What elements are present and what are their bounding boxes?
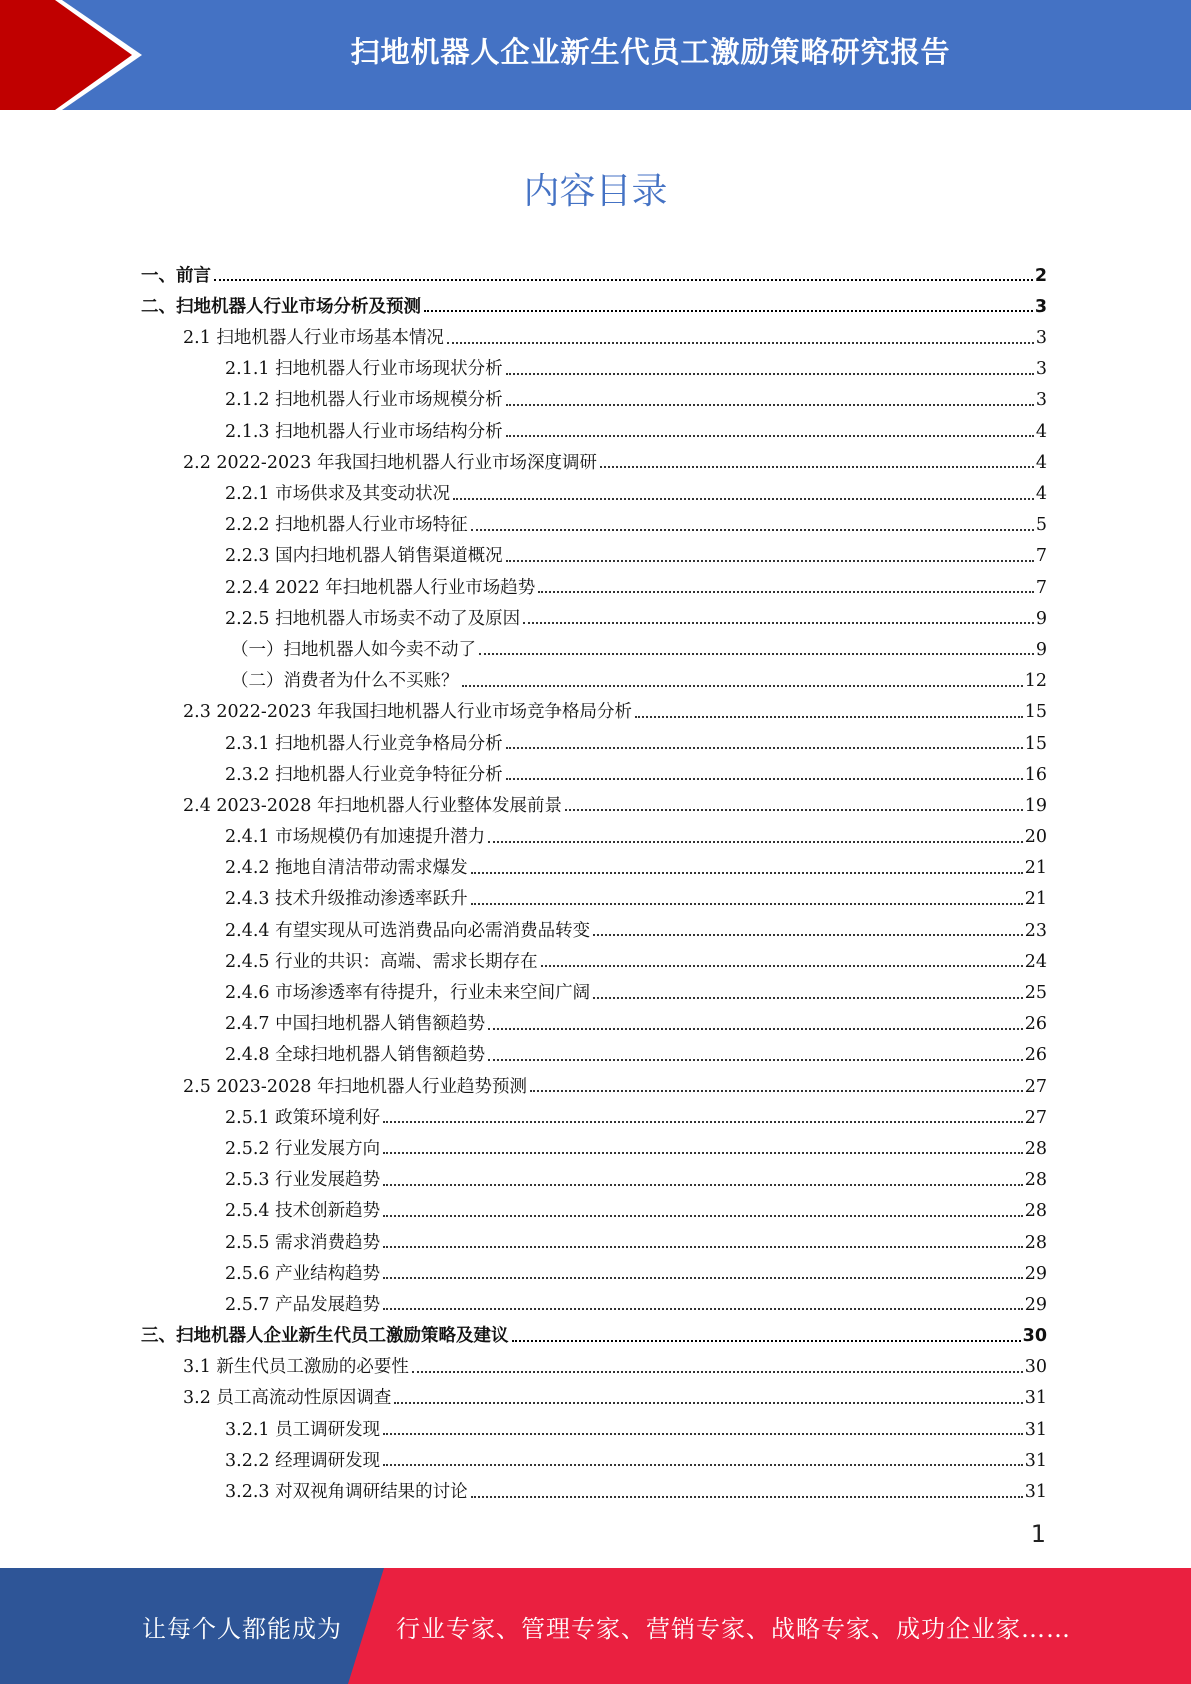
toc-dot-leader bbox=[512, 1340, 1021, 1342]
toc-entry[interactable] bbox=[141, 753, 1047, 784]
toc-entry-page: 30 bbox=[1024, 1357, 1047, 1378]
toc-entry-page: 9 bbox=[1035, 639, 1047, 660]
toc-entry-label: 三、扫地机器人企业新生代员工激励策略及建议 bbox=[141, 1326, 509, 1347]
toc-entry[interactable] bbox=[141, 659, 1047, 690]
toc-entry[interactable] bbox=[141, 1346, 1047, 1377]
toc-entry-label: 3.1 新生代员工激励的必要性 bbox=[183, 1357, 409, 1378]
toc-dot-leader bbox=[506, 435, 1034, 437]
toc-entry-page: 9 bbox=[1035, 608, 1047, 629]
toc-entry-page: 23 bbox=[1024, 920, 1047, 941]
toc-entry[interactable] bbox=[141, 1439, 1047, 1470]
toc-entry-page: 4 bbox=[1035, 484, 1047, 504]
footer-slogan-left: 让每个人都能成为 bbox=[142, 1614, 342, 1643]
toc-dot-leader bbox=[471, 903, 1023, 905]
toc-entry-label: 2.1.1 扫地机器人行业市场现状分析 bbox=[225, 359, 503, 380]
toc-dot-leader bbox=[383, 1184, 1023, 1186]
toc-entry-page: 28 bbox=[1024, 1232, 1047, 1253]
toc-dot-leader bbox=[506, 373, 1034, 375]
toc-entry-label: 2.5 2023-2028 年扫地机器人行业趋势预测 bbox=[183, 1076, 527, 1097]
toc-entry-page: 31 bbox=[1024, 1450, 1047, 1471]
toc-dot-leader bbox=[424, 310, 1033, 312]
toc-entry-page: 29 bbox=[1024, 1294, 1047, 1315]
toc-entry-page: 15 bbox=[1024, 702, 1047, 723]
toc-dot-leader bbox=[471, 872, 1023, 874]
toc-entry-label: 2.2.3 国内扫地机器人销售渠道概况 bbox=[225, 546, 503, 567]
toc-entry-label: 2.4.1 市场规模仍有加速提升潜力 bbox=[225, 827, 486, 848]
toc-entry-label: 2.1 扫地机器人行业市场基本情况 bbox=[183, 328, 444, 349]
toc-entry[interactable] bbox=[141, 1314, 1047, 1345]
toc-entry-label: 2.3.1 扫地机器人行业竞争格局分析 bbox=[225, 733, 503, 754]
toc-entry-page: 7 bbox=[1035, 546, 1047, 567]
toc-entry-page: 27 bbox=[1024, 1107, 1047, 1128]
toc-heading: 内容目录 bbox=[523, 171, 668, 212]
toc-entry[interactable] bbox=[141, 285, 1047, 316]
footer-slogan-right: 行业专家、管理专家、营销专家、战略专家、成功企业家…… bbox=[396, 1614, 1071, 1643]
toc-dot-leader bbox=[383, 1433, 1023, 1435]
toc-dot-leader bbox=[635, 716, 1023, 718]
toc-entry[interactable] bbox=[141, 784, 1047, 815]
toc-dot-leader bbox=[565, 809, 1023, 811]
toc-entry-label: 2.5.5 需求消费趋势 bbox=[225, 1232, 381, 1253]
toc-entry[interactable] bbox=[141, 504, 1047, 535]
toc-entry-label: 2.4 2023-2028 年扫地机器人行业整体发展前景 bbox=[183, 795, 562, 816]
toc-entry[interactable] bbox=[141, 1096, 1047, 1127]
toc-entry[interactable] bbox=[141, 472, 1047, 503]
toc-dot-leader bbox=[506, 404, 1034, 406]
toc-entry[interactable] bbox=[141, 691, 1047, 722]
toc-entry[interactable] bbox=[141, 566, 1047, 597]
toc-entry-label: 3.2.2 经理调研发现 bbox=[225, 1450, 381, 1471]
toc-entry-page: 26 bbox=[1024, 1014, 1047, 1035]
toc-entry[interactable] bbox=[141, 1283, 1047, 1314]
toc-entry-page: 21 bbox=[1024, 858, 1047, 879]
toc-entry-page: 3 bbox=[1035, 359, 1047, 380]
toc-dot-leader bbox=[479, 653, 1034, 655]
toc-entry-label: 3.2.1 员工调研发现 bbox=[225, 1419, 381, 1440]
toc-entry-label: 2.5.4 技术创新趋势 bbox=[225, 1201, 381, 1222]
toc-dot-leader bbox=[593, 934, 1023, 936]
toc-entry-label: 3.2 员工高流动性原因调查 bbox=[183, 1388, 392, 1409]
toc-entry[interactable] bbox=[141, 1158, 1047, 1189]
toc-entry-label: 2.4.8 全球扫地机器人销售额趋势 bbox=[225, 1045, 486, 1066]
toc-dot-leader bbox=[541, 965, 1023, 967]
toc-entry[interactable] bbox=[141, 1470, 1047, 1501]
toc-entry-page: 28 bbox=[1024, 1170, 1047, 1191]
toc-entry[interactable] bbox=[141, 1221, 1047, 1252]
toc-entry-label: 2.4.3 技术升级推动渗透率跃升 bbox=[225, 889, 468, 910]
toc-entry[interactable] bbox=[141, 1252, 1047, 1283]
toc-entry-label: 2.1.3 扫地机器人行业市场结构分析 bbox=[225, 421, 503, 442]
header-band bbox=[0, 0, 1191, 110]
toc-entry[interactable] bbox=[141, 722, 1047, 753]
toc-dot-leader bbox=[471, 529, 1034, 531]
toc-entry-page: 28 bbox=[1024, 1201, 1047, 1222]
toc-entry[interactable] bbox=[141, 1034, 1047, 1065]
toc-entry[interactable] bbox=[141, 410, 1047, 441]
toc-dot-leader bbox=[394, 1402, 1022, 1404]
toc-entry-label: 2.2.1 市场供求及其变动状况 bbox=[225, 484, 451, 504]
toc-entry[interactable] bbox=[141, 1190, 1047, 1221]
report-title: 扫地机器人企业新生代员工激励策略研究报告 bbox=[350, 34, 951, 69]
toc-dot-leader bbox=[471, 1496, 1023, 1498]
toc-entry-label: 二、扫地机器人行业市场分析及预测 bbox=[141, 296, 421, 317]
toc-entry-label: 2.3 2022-2023 年我国扫地机器人行业市场竞争格局分析 bbox=[183, 702, 632, 723]
toc-dot-leader bbox=[506, 747, 1023, 749]
toc-entry-page: 27 bbox=[1024, 1076, 1047, 1097]
toc-entry-page: 29 bbox=[1024, 1263, 1047, 1284]
toc-entry[interactable] bbox=[141, 1377, 1047, 1408]
toc-entry-label: 2.5.2 行业发展方向 bbox=[225, 1138, 381, 1159]
toc-entry-page: 16 bbox=[1024, 764, 1047, 785]
toc-entry[interactable] bbox=[141, 1065, 1047, 1096]
toc-entry[interactable] bbox=[141, 348, 1047, 379]
toc-entry-page: 25 bbox=[1024, 983, 1047, 1003]
toc-entry[interactable] bbox=[141, 971, 1047, 1002]
toc-dot-leader bbox=[488, 1028, 1023, 1030]
toc-entry[interactable] bbox=[141, 628, 1047, 659]
toc-dot-leader bbox=[600, 466, 1034, 468]
page-number: 1 bbox=[1030, 1520, 1046, 1548]
toc-entry-label: 一、前言 bbox=[141, 265, 211, 286]
toc-dot-leader bbox=[383, 1246, 1023, 1248]
toc-list bbox=[141, 254, 1047, 1502]
toc-entry[interactable] bbox=[141, 1003, 1047, 1034]
toc-dot-leader bbox=[447, 342, 1034, 344]
toc-entry-label: 2.5.7 产品发展趋势 bbox=[225, 1294, 381, 1315]
toc-entry-label: 2.1.2 扫地机器人行业市场规模分析 bbox=[225, 390, 503, 411]
toc-entry-label: 2.2.5 扫地机器人市场卖不动了及原因 bbox=[225, 608, 521, 629]
toc-dot-leader bbox=[453, 498, 1034, 500]
toc-entry-page: 20 bbox=[1024, 827, 1047, 848]
toc-entry-page: 3 bbox=[1034, 296, 1047, 317]
toc-entry-label: 2.2.4 2022 年扫地机器人行业市场趋势 bbox=[225, 577, 536, 598]
toc-entry-label: 2.4.2 拖地自清洁带动需求爆发 bbox=[225, 858, 468, 879]
toc-entry[interactable] bbox=[141, 878, 1047, 909]
toc-entry-page: 3 bbox=[1035, 390, 1047, 411]
toc-entry-label: 2.5.1 政策环境利好 bbox=[225, 1107, 381, 1128]
toc-dot-leader bbox=[412, 1371, 1023, 1373]
toc-dot-leader bbox=[593, 997, 1023, 999]
toc-entry-page: 31 bbox=[1024, 1482, 1047, 1502]
toc-entry-page: 4 bbox=[1035, 452, 1047, 473]
toc-dot-leader bbox=[538, 591, 1034, 593]
toc-dot-leader bbox=[523, 622, 1034, 624]
toc-entry-page: 12 bbox=[1024, 671, 1047, 692]
toc-dot-leader bbox=[383, 1152, 1023, 1154]
toc-dot-leader bbox=[383, 1215, 1023, 1217]
toc-entry-page: 28 bbox=[1024, 1138, 1047, 1159]
toc-dot-leader bbox=[462, 685, 1023, 687]
toc-entry[interactable] bbox=[141, 940, 1047, 971]
toc-dot-leader bbox=[506, 560, 1034, 562]
toc-dot-leader bbox=[383, 1277, 1023, 1279]
toc-entry[interactable] bbox=[141, 316, 1047, 347]
toc-entry-page: 19 bbox=[1024, 795, 1047, 816]
toc-dot-leader bbox=[530, 1090, 1023, 1092]
toc-entry-label: （二）消费者为什么不买账？ bbox=[231, 671, 459, 692]
toc-entry-label: 2.4.4 有望实现从可选消费品向必需消费品转变 bbox=[225, 920, 591, 941]
toc-entry-page: 31 bbox=[1024, 1388, 1047, 1409]
toc-entry[interactable] bbox=[141, 847, 1047, 878]
toc-dot-leader bbox=[506, 778, 1023, 780]
toc-dot-leader bbox=[383, 1464, 1023, 1466]
toc-entry-label: 2.3.2 扫地机器人行业竞争特征分析 bbox=[225, 764, 503, 785]
toc-entry-page: 21 bbox=[1024, 889, 1047, 910]
toc-entry-page: 31 bbox=[1024, 1419, 1047, 1440]
toc-dot-leader bbox=[383, 1121, 1023, 1123]
toc-entry-label: 2.4.7 中国扫地机器人销售额趋势 bbox=[225, 1014, 486, 1035]
toc-entry-page: 24 bbox=[1024, 951, 1047, 972]
toc-entry-page: 2 bbox=[1034, 265, 1047, 286]
toc-entry-page: 30 bbox=[1022, 1326, 1047, 1347]
toc-entry-label: 2.5.6 产业结构趋势 bbox=[225, 1263, 381, 1284]
toc-entry-page: 7 bbox=[1035, 577, 1047, 598]
toc-entry[interactable] bbox=[141, 597, 1047, 628]
toc-entry[interactable] bbox=[141, 1408, 1047, 1439]
toc-dot-leader bbox=[488, 1059, 1023, 1061]
toc-entry[interactable] bbox=[141, 441, 1047, 472]
toc-entry[interactable] bbox=[141, 254, 1047, 285]
toc-entry[interactable] bbox=[141, 1127, 1047, 1158]
footer-band bbox=[0, 1568, 1191, 1684]
toc-entry[interactable] bbox=[141, 815, 1047, 846]
toc-entry-label: （一）扫地机器人如今卖不动了 bbox=[231, 639, 476, 660]
toc-dot-leader bbox=[383, 1308, 1023, 1310]
toc-entry-label: 2.4.6 市场渗透率有待提升，行业未来空间广阔 bbox=[225, 983, 591, 1003]
toc-entry[interactable] bbox=[141, 535, 1047, 566]
toc-entry-page: 15 bbox=[1024, 733, 1047, 754]
toc-entry[interactable] bbox=[141, 909, 1047, 940]
toc-entry-label: 2.5.3 行业发展趋势 bbox=[225, 1170, 381, 1191]
toc-dot-leader bbox=[488, 841, 1023, 843]
toc-entry-page: 3 bbox=[1035, 328, 1047, 349]
toc-entry-page: 26 bbox=[1024, 1045, 1047, 1066]
toc-entry-page: 5 bbox=[1035, 515, 1047, 536]
toc-entry-label: 2.2 2022-2023 年我国扫地机器人行业市场深度调研 bbox=[183, 452, 597, 473]
toc-entry-label: 3.2.3 对双视角调研结果的讨论 bbox=[225, 1482, 468, 1502]
toc-entry-label: 2.2.2 扫地机器人行业市场特征 bbox=[225, 515, 468, 536]
toc-entry-page: 4 bbox=[1035, 421, 1047, 442]
toc-entry[interactable] bbox=[141, 379, 1047, 410]
toc-dot-leader bbox=[214, 279, 1033, 281]
toc-entry-label: 2.4.5 行业的共识：高端、需求长期存在 bbox=[225, 951, 538, 972]
